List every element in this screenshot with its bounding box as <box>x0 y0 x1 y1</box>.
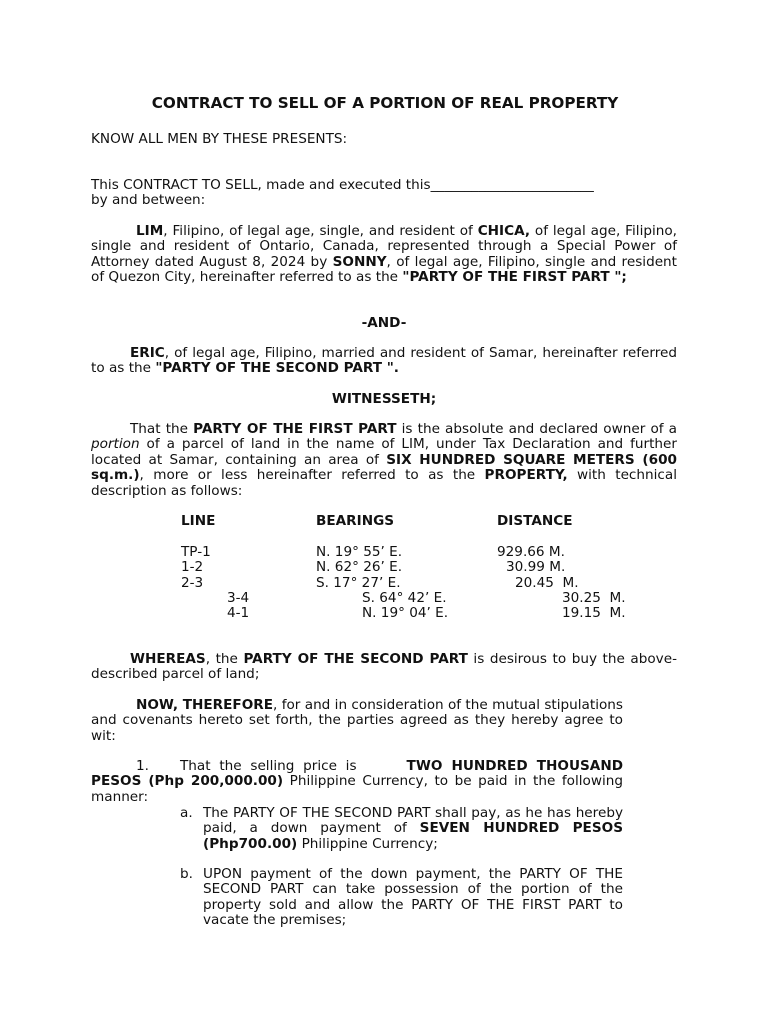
whereas-text-1: , the <box>205 651 244 667</box>
ownership-text-4: , more or less hereinafter referred to as the <box>139 467 485 484</box>
down-payment-amount: SEVEN HUNDRED PESOS (Php700.00) <box>203 820 623 852</box>
second-party-text: , of legal age, Filipino, married and resident of Samar, hereinafter referred to as the <box>91 345 677 377</box>
ownership-text-2: is the absolute and declared owner of a <box>396 421 677 437</box>
ownership-italic: portion <box>91 436 140 453</box>
table-cell-line: 4-1 <box>227 605 250 621</box>
opening-paragraph <box>91 178 677 209</box>
selling-price: TWO HUNDRED THOUSAND PESOS (Php 200,000.00) <box>91 758 623 790</box>
now-therefore-keyword: NOW, THEREFORE <box>136 697 274 713</box>
witnesseth-heading: WITNESSETH; <box>331 391 437 407</box>
first-party-text-3: , of legal age, Filipino, single and resident of Quezon City, hereinafter referred to as the <box>91 253 678 286</box>
table-cell-distance: 929.66 M. <box>497 544 565 560</box>
whereas-paragraph <box>91 652 677 683</box>
party-name-eric: ERIC <box>130 345 165 361</box>
party-name-lim: LIM <box>136 223 164 239</box>
table-cell-bearing: S. 64° 42’ E. <box>362 590 447 606</box>
now-therefore-text: , for and in consideration of the mutual stipulations and covenants hereto set forth, the parties agreed as they hereby agree to wit: <box>91 697 624 744</box>
table-cell-bearing: N. 19° 04’ E. <box>362 605 449 621</box>
and-separator: -AND- <box>361 315 407 331</box>
party-name-sonny: SONNY <box>332 253 387 270</box>
table-cell-distance: 19.15 M. <box>562 605 626 621</box>
first-party-designation: "PARTY OF THE FIRST PART "; <box>402 269 627 286</box>
ownership-text-1: That the <box>130 421 194 437</box>
table-cell-line: 1-2 <box>181 559 204 575</box>
first-party-text-1: , Filipino, of legal age, single, and resident of <box>163 223 478 239</box>
ownership-bold-3: PROPERTY, <box>484 467 568 484</box>
clause-1-number: 1. <box>136 758 149 774</box>
ownership-area: SIX HUNDRED SQUARE METERS (600 sq.m.) <box>91 451 677 484</box>
first-party-text-2: of legal age, Filipino, single and resident of Ontario, Canada, represented through a Special Power of Attorney dated August 8, 2024 by <box>91 223 678 270</box>
clause-1-text-1: That the selling price is <box>180 758 357 774</box>
ownership-bold-1: PARTY OF THE FIRST PART <box>193 421 397 437</box>
opening-suffix: by and between: <box>91 192 206 209</box>
table-cell-line: TP-1 <box>181 544 211 560</box>
date-blank: ________________________ <box>430 177 594 193</box>
clause-1-text-2: Philippine Currency, to be paid in the following manner: <box>91 773 623 805</box>
opening-text: This CONTRACT TO SELL, made and executed this <box>91 177 431 193</box>
table-header-bearings: BEARINGS <box>316 513 395 529</box>
whereas-party: PARTY OF THE SECOND PART <box>243 651 468 667</box>
table-cell-line: 2-3 <box>181 575 204 591</box>
table-cell-line: 3-4 <box>227 590 250 606</box>
intro-line: KNOW ALL MEN BY THESE PRESENTS: <box>91 131 348 147</box>
table-cell-bearing: N. 62° 26’ E. <box>316 559 403 575</box>
table-cell-distance: 20.45 M. <box>515 575 579 591</box>
table-cell-bearing: N. 19° 55’ E. <box>316 544 403 560</box>
first-party-paragraph <box>91 224 677 286</box>
table-header-distance: DISTANCE <box>497 513 573 529</box>
clause-a-text-1: The PARTY OF THE SECOND PART shall pay, as he has hereby paid, a down payment of <box>203 805 623 837</box>
second-party-paragraph <box>91 346 677 377</box>
clause-a-text <box>203 806 623 852</box>
second-party-designation: "PARTY OF THE SECOND PART ". <box>155 360 399 377</box>
clause-b-text: UPON payment of the down payment, the PARTY OF THE SECOND PART can take possession of the portion of the property sold and allow the PARTY OF THE FIRST PART to vacate the premises; <box>203 866 623 929</box>
ownership-text-5: with technical description as follows: <box>91 467 677 499</box>
whereas-keyword: WHEREAS <box>130 651 206 667</box>
table-cell-distance: 30.25 M. <box>562 590 626 606</box>
clause-1-paragraph <box>91 759 623 805</box>
table-cell-distance: 30.99 M. <box>506 559 566 575</box>
clause-a-label: a. <box>180 805 193 821</box>
clause-a-text-2: Philippine Currency; <box>297 835 438 852</box>
now-therefore-paragraph <box>91 698 623 744</box>
clause-b-label: b. <box>180 866 193 882</box>
party-name-chica: CHICA, <box>477 223 531 239</box>
ownership-text-3: of a parcel of land in the name of LIM, under Tax Declaration and further located at Samar, containing an area of <box>91 436 677 468</box>
whereas-text-2: is desirous to buy the above-described parcel of land; <box>91 651 677 683</box>
table-cell-bearing: S. 17° 27’ E. <box>316 575 401 591</box>
document-title: CONTRACT TO SELL OF A PORTION OF REAL PROPERTY <box>151 94 619 112</box>
table-header-line: LINE <box>181 513 216 529</box>
ownership-paragraph <box>91 422 677 499</box>
